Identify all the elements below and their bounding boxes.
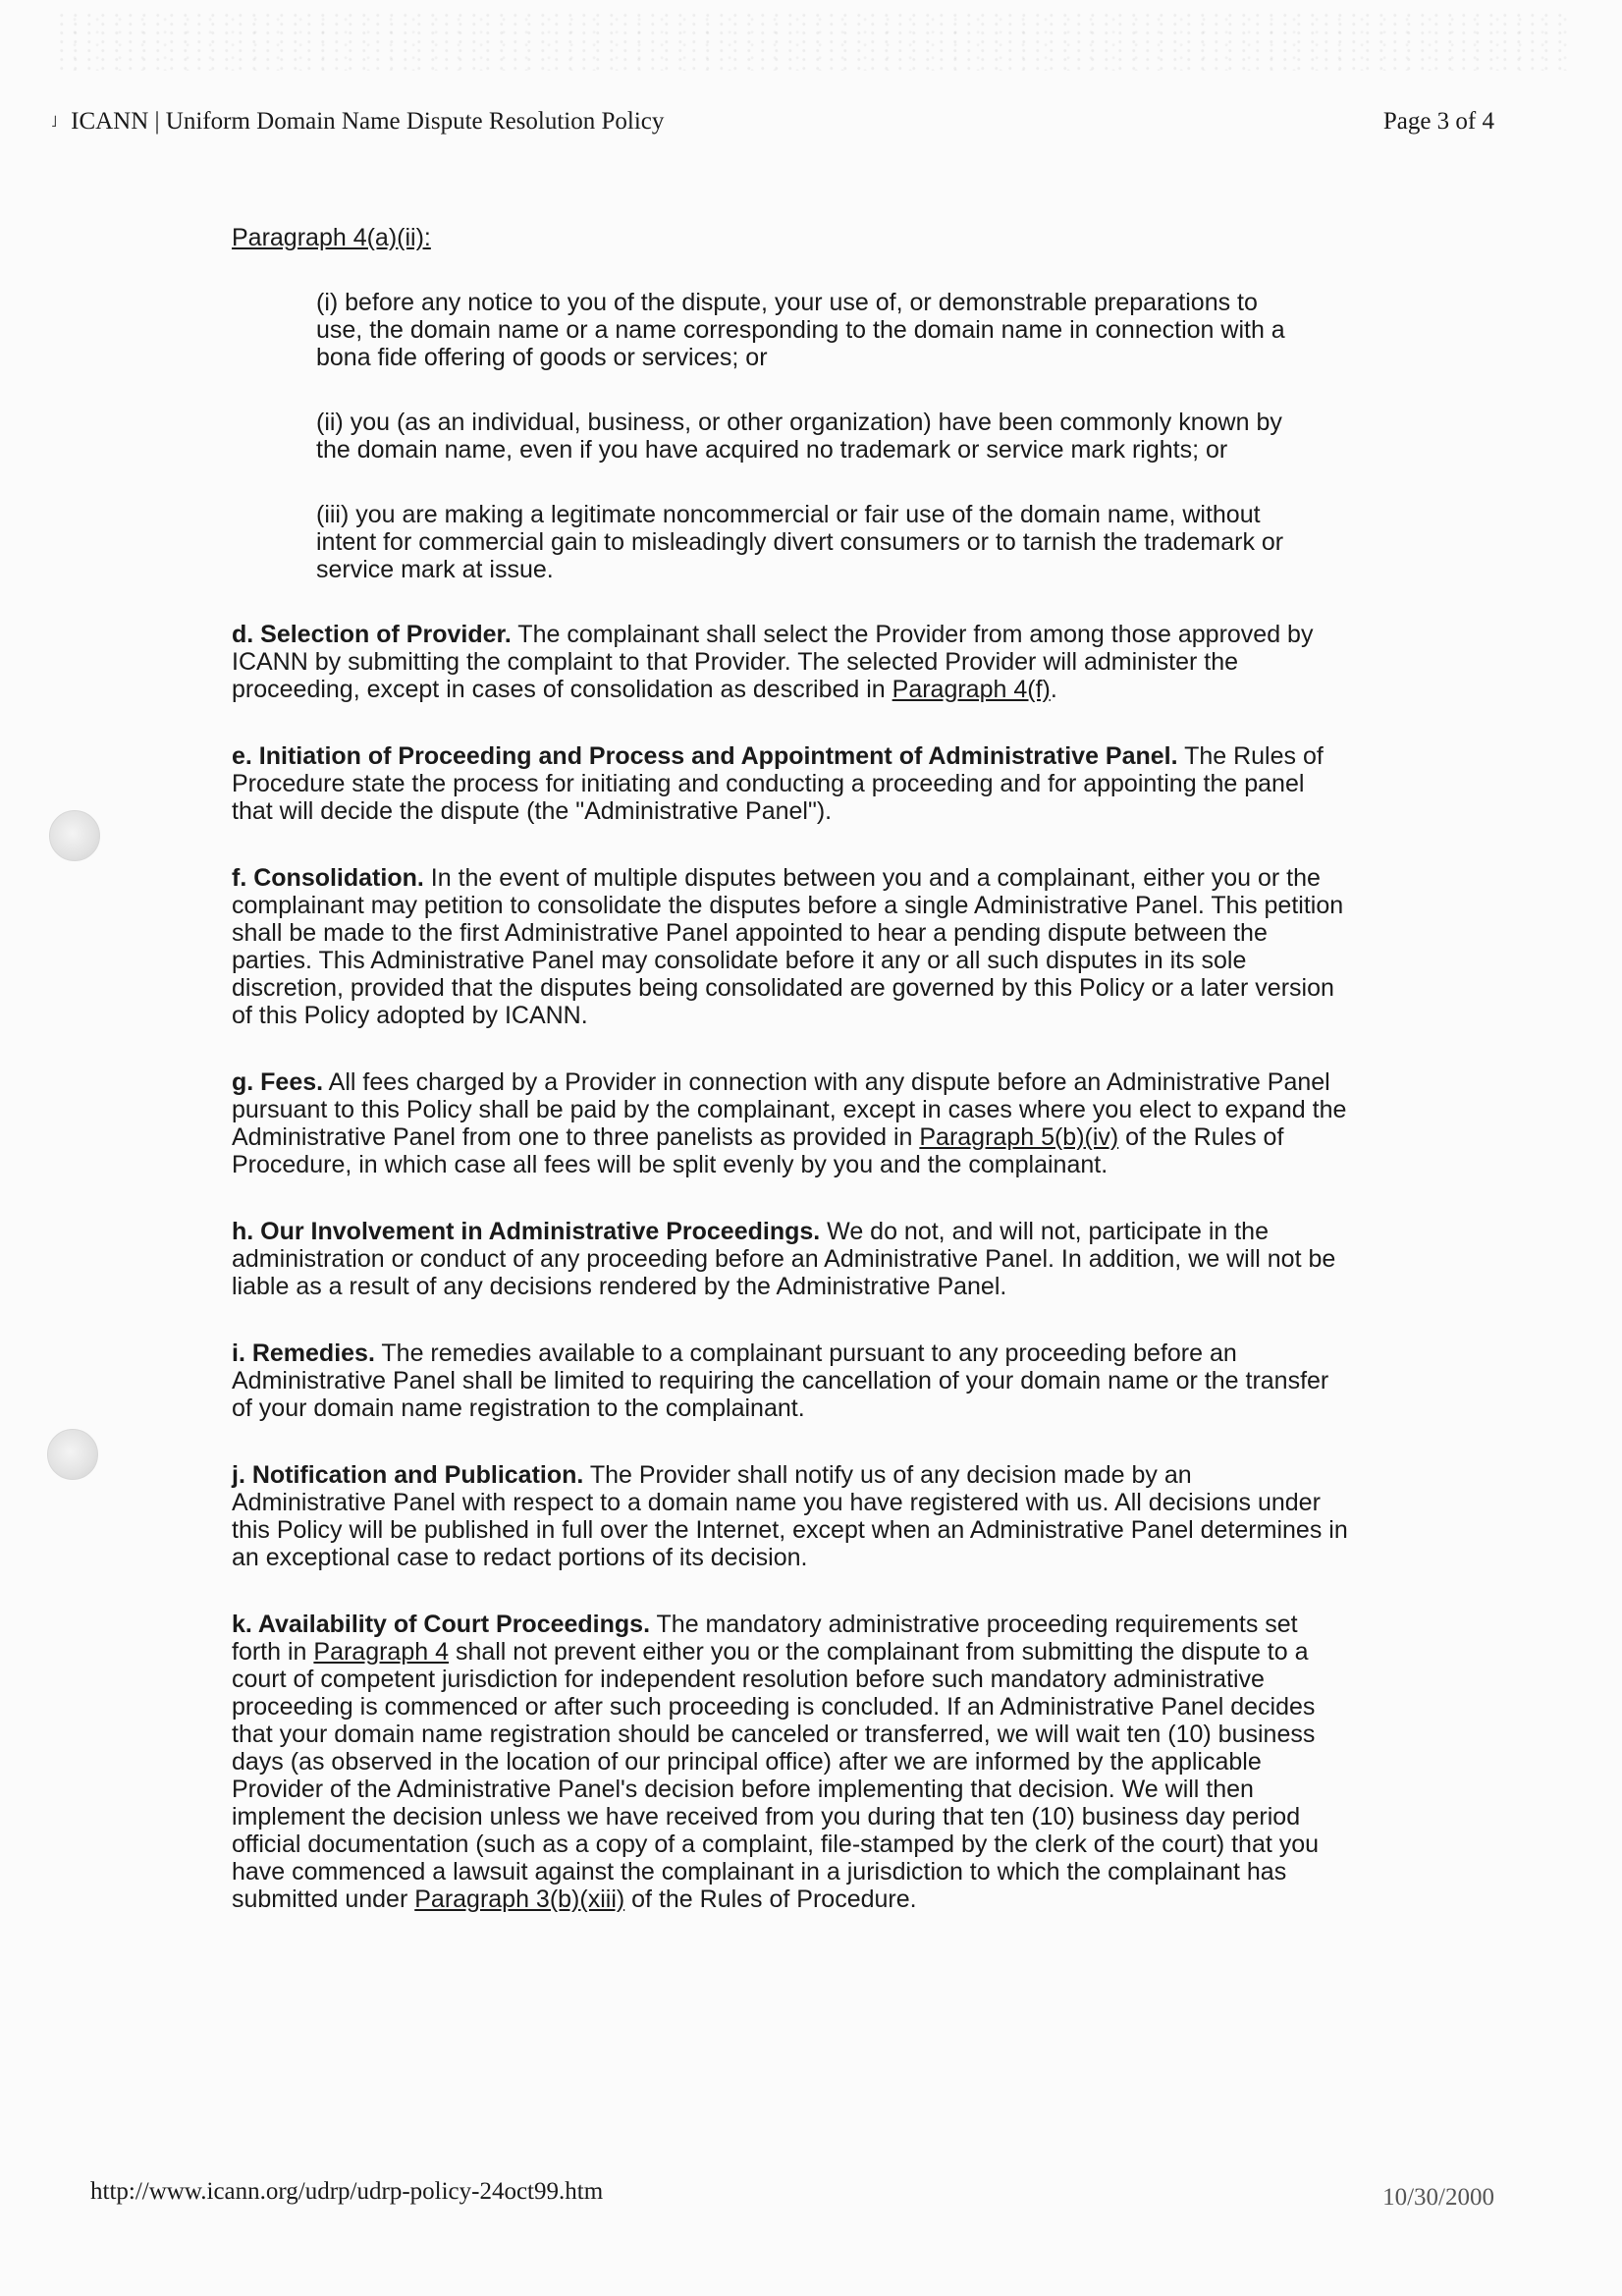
header-title-wrap [51,108,664,136]
section-j-text: The Provider shall notify us of any decision made by an Administrative Panel with respect to a domain name you have registered with us. All decisions under this Policy will be published in full over the Internet, except when an Administrative Panel determines in an exceptional case to redact portions of its decision. [232,1461,1348,1571]
section-f-heading: f. Consolidation. [232,864,424,892]
section-d-heading: d. Selection of Provider. [232,621,512,648]
scan-mark: ˩ [51,114,58,131]
page-number: Page 3 of 4 [1382,108,1494,135]
section-g [232,1068,1351,1178]
section-e-text: The Rules of Procedure state the process for initiating and conducting a proceeding and for appointing the panel that will decide the dispute (the "Administrative Panel"). [232,742,1324,825]
subitem-ii: (ii) you (as an individual, business, or other organization) have been commonly known by the domain name, even if you have acquired no trademark or service mark rights; or [316,409,1282,464]
section-k-link[interactable]: Paragraph 4 [313,1638,449,1666]
footer-url[interactable]: http://www.icann.org/udrp/udrp-policy-24oct99.htm [90,2178,604,2205]
section-d [232,621,1351,703]
section-g-text: All fees charged by a Provider in connection with any dispute before an Administrative Panel pursuant to this Policy shall be paid by the complainant, except in cases where you elect to expand the Administrative Panel from one to three panelists as provided in [232,1068,1347,1151]
section-g-tail: of the Rules of Procedure, in which case all fees will be split evenly by you and the complainant. [232,1123,1284,1178]
section-h-heading: h. Our Involvement in Administrative Proceedings. [232,1218,821,1245]
footer-date: 10/30/2000 [1382,2184,1494,2211]
section-k-heading: k. Availability of Court Proceedings. [232,1611,651,1638]
punch-hole [47,1429,98,1480]
intro-paragraph-ref[interactable]: Paragraph 4(a)(ii): [232,224,431,251]
section-i-heading: i. Remedies. [232,1339,375,1367]
section-e-heading: e. Initiation of Proceeding and Process and Appointment of Administrative Panel. [232,742,1178,770]
section-i [232,1339,1351,1422]
section-k-tail: of the Rules of Procedure. [624,1886,917,1913]
section-i-text: The remedies available to a complainant pursuant to any proceeding before an Administrative Panel shall be limited to requiring the cancellation of your domain name or the transfer of your domain name registration to the complainant. [232,1339,1329,1422]
subitem-iii: (iii) you are making a legitimate noncommercial or fair use of the domain name, without intent for commercial gain to misleadingly divert consumers or to tarnish the trademark or service mark at issue. [316,501,1284,583]
scan-noise [59,12,1571,71]
section-k [232,1611,1351,1913]
header-title: ICANN | Uniform Domain Name Dispute Resolution Policy [71,108,665,135]
section-d-tail: . [1050,676,1057,703]
document-body [232,224,1351,1952]
section-d-text: The complainant shall select the Provider from among those approved by ICANN by submitting the complaint to that Provider. The selected Provider will administer the proceeding, except in cases of consolidation as described in [232,621,1314,703]
section-g-link[interactable]: Paragraph 5(b)(iv) [919,1123,1119,1151]
section-k-mid: shall not prevent either you or the complainant from submitting the dispute to a court of competent jurisdiction for independent resolution before such mandatory administrative proceeding is commenced or after such proceeding is concluded. If an Administrative Panel decides that your domain name registration should be canceled or transferred, we will wait ten (10) business days (as observed in the location of our principal office) after we are informed by the applicable Provider of the Administrative Panel's decision before implementing that decision. We will then implement the decision unless we have received from you during that ten (10) business day period official documentation (such as a copy of a complaint, file-stamped by the clerk of the court) that you have commenced a lawsuit against the complainant in a jurisdiction to which the complainant has submitted under [232,1638,1320,1913]
section-f [232,864,1351,1029]
section-d-link[interactable]: Paragraph 4(f) [892,676,1051,703]
section-j [232,1461,1351,1571]
section-k-link2[interactable]: Paragraph 3(b)(xiii) [414,1886,625,1913]
section-h-text: We do not, and will not, participate in the administration or conduct of any proceeding before an Administrative Panel. In addition, we will not be liable as a result of any decisions rendered by the Administrative Panel. [232,1218,1336,1300]
section-g-heading: g. Fees. [232,1068,324,1096]
section-h [232,1218,1351,1300]
section-e [232,742,1351,825]
section-j-heading: j. Notification and Publication. [232,1461,584,1489]
section-f-text: In the event of multiple disputes between you and a complainant, either you or the complainant may petition to consolidate the disputes before a single Administrative Panel. This petition shall be made to the first Administrative Panel appointed to hear a pending dispute between the parties. This Administrative Panel may consolidate before it any or all such disputes in its sole discretion, provided that the disputes being consolidated are governed by this Policy or a later version of this Policy adopted by ICANN. [232,864,1344,1029]
punch-hole [49,810,100,861]
subitem-i: (i) before any notice to you of the dispute, your use of, or demonstrable preparations to use, the domain name or a name corresponding to the domain name in connection with a bona fide offering of goods or services; or [316,289,1285,371]
section-k-text: The mandatory administrative proceeding requirements set forth in [232,1611,1298,1666]
